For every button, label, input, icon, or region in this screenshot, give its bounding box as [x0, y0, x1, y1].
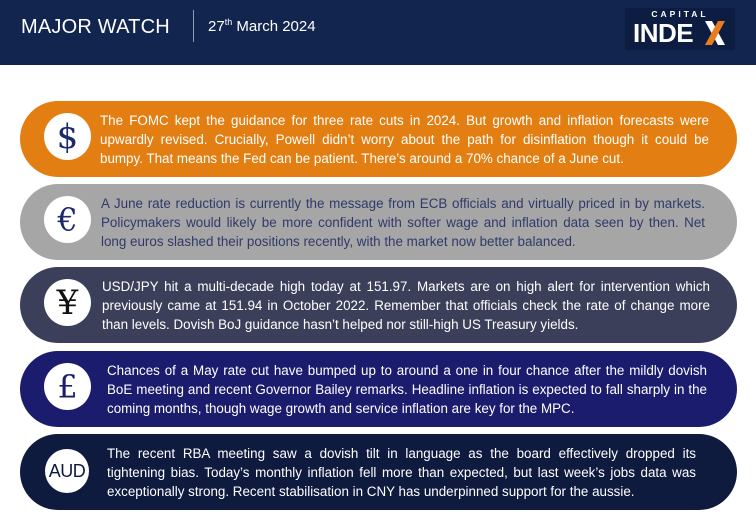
- date-suffix: th: [224, 17, 233, 27]
- header-divider: [193, 10, 194, 42]
- logo-top-text: CAPITAL: [651, 9, 709, 19]
- pound-icon: £: [44, 363, 91, 410]
- capital-index-logo: [625, 8, 735, 50]
- aud-icon: AUD: [45, 449, 89, 493]
- panel-jpy-text: USD/JPY hit a multi-decade high today at 151.97. Markets are on high alert for intervention which previously came at 151.94 in October 2022. Remember that officials check the rate of change more than levels. Dovish BoJ guidance hasn’t helped nor still-high US Treasury yields.: [102, 279, 710, 332]
- report-date: [208, 17, 316, 35]
- panel-aud-text: The recent RBA meeting saw a dovish tilt in language as the board effectively dropped its tightening bias. Today’s monthly inflation fell more than expected, but last week’s jobs data was exceptionally strong. Recent stabilisation in CNY has underpinned support for the aussie.: [107, 446, 696, 499]
- logo-main-text: INDE: [633, 18, 694, 48]
- panel-eur: [20, 184, 737, 260]
- euro-icon: €: [44, 196, 91, 243]
- dollar-icon: $: [44, 113, 91, 160]
- panel-eur-text: A June rate reduction is currently the message from ECB officials and virtually priced in by markets. Policymakers would likely be more confident with softer wage and inflation data seen by then. Net long euros slashed their positions recently, with the market now better balanced.: [101, 196, 705, 249]
- yen-icon: ¥: [44, 279, 91, 326]
- panel-usd-text: The FOMC kept the guidance for three rate cuts in 2024. But growth and inflation forecasts were upwardly revised. Crucially, Powell didn’t worry about the path for disinflation though it could be bumpy. That means the Fed can be patient. There’s around a 70% chance of a June cut.: [100, 113, 709, 166]
- date-day: 27: [208, 18, 225, 35]
- panel-usd: [20, 101, 737, 177]
- page-title: MAJOR WATCH: [21, 16, 170, 38]
- panel-gbp: [20, 351, 737, 427]
- date-rest: March 2024: [232, 18, 316, 35]
- panel-jpy: [20, 267, 737, 343]
- header-bar: [0, 0, 756, 65]
- logo-x-icon: [703, 20, 727, 46]
- panel-aud: [20, 434, 737, 510]
- panel-gbp-text: Chances of a May rate cut have bumped up to around a one in four chance after the mildly dovish BoE meeting and recent Governor Bailey remarks. Headline inflation is expected to fall sharply in the coming months, though wage growth and service inflation are key for the MPC.: [107, 363, 707, 416]
